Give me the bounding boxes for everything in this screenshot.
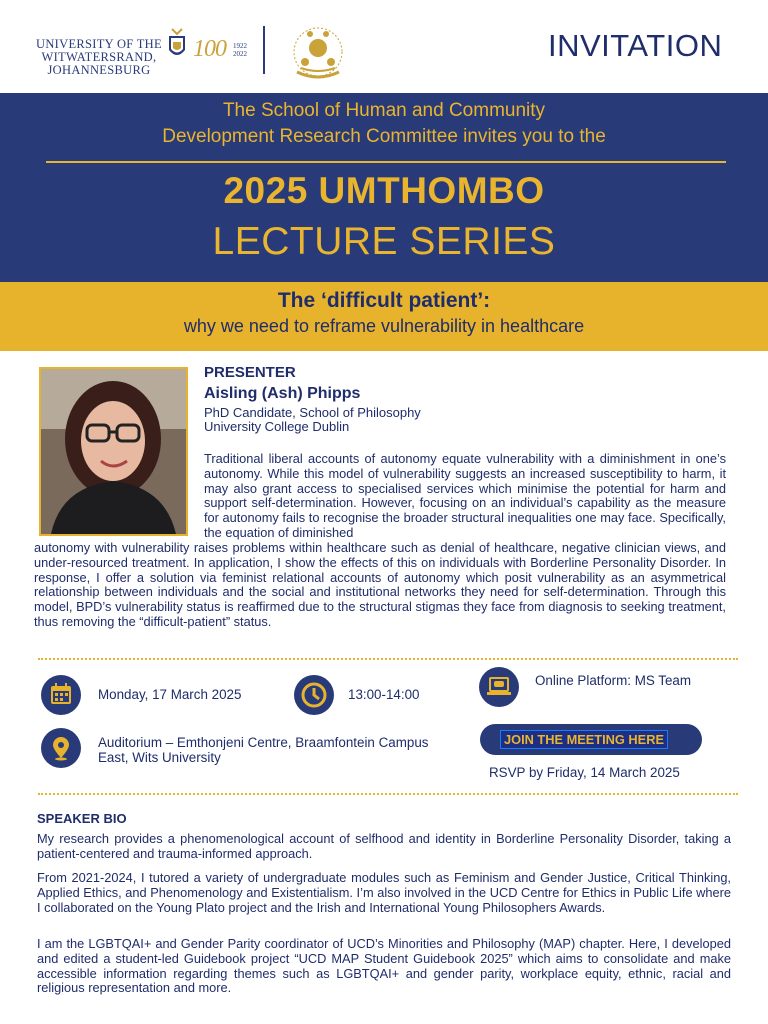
talk-subtitle: why we need to reframe vulnerability in healthcare xyxy=(183,316,585,336)
calendar-icon xyxy=(41,675,81,715)
presenter-portrait-image xyxy=(41,369,186,534)
centenary-mark xyxy=(193,36,247,63)
presenter-photo xyxy=(39,367,188,536)
series-title-line-2: LECTURE SERIES xyxy=(212,220,556,263)
bio-paragraph-1: My research provides a phenomenological account of selfhood and identity in Borderline Personality Disorder, taking a patient-centered and trauma-informed approach. xyxy=(37,831,731,861)
bio-paragraph-3: I am the LGBTQAI+ and Gender Parity coordinator of UCD’s Minorities and Philosophy (MAP) chapter. Here, I developed and edited a student-led Guidebook project “UCD MAP Student Guidebook 2025” which aims to consolidate and make accessible information regarding themes such as LGBTQAI+ and gender parity, workplace equity, ethnic, racial and religious representation and more. xyxy=(37,936,731,996)
presenter-role: PRESENTER xyxy=(204,364,296,381)
invite-line-2: Development Research Committee invites you to the xyxy=(162,126,606,147)
rsvp-deadline: RSVP by Friday, 14 March 2025 xyxy=(489,765,680,780)
centenary-year-start: 1922 xyxy=(233,42,247,51)
university-line-1: UNIVERSITY OF THE xyxy=(36,37,162,51)
dotted-divider xyxy=(38,658,738,660)
umthombo-seal-logo xyxy=(283,22,353,82)
join-meeting-button[interactable] xyxy=(480,724,702,755)
banner-divider xyxy=(46,161,726,163)
event-time: 13:00-14:00 xyxy=(348,687,420,702)
header-divider xyxy=(263,26,265,74)
wits-university-logo xyxy=(36,38,162,77)
centenary-year-end: 2022 xyxy=(233,50,247,59)
talk-title: The ‘difficult patient’: xyxy=(277,289,491,312)
laptop-chat-icon xyxy=(479,667,519,707)
invitation-heading: INVITATION xyxy=(548,28,723,63)
venue-line-1: Auditorium – Emthonjeni Centre, Braamfontein Campus xyxy=(98,735,429,750)
presenter-affiliation xyxy=(204,406,421,434)
venue-line-2: East, Wits University xyxy=(98,750,221,765)
invite-line-1: The School of Human and Community xyxy=(222,100,546,121)
university-line-3: JOHANNESBURG xyxy=(47,63,151,77)
event-venue xyxy=(98,735,428,765)
series-title-line-1: 2025 UMTHOMBO xyxy=(223,170,545,211)
speaker-bio-heading: SPEAKER BIO xyxy=(37,811,127,826)
event-platform: Online Platform: MS Team xyxy=(535,673,692,688)
abstract-part-1: Traditional liberal accounts of autonomy equate vulnerability with a diminishment in one’s autonomy. While this model of vulnerability suggests an increased susceptibility to harm, it may also grant access to specialised services which minimise the potential for harm and support self-determination. However, focusing on an individual’s capability as the measure for autonomy fails to recognise the broader structural inequalities one may face. Specifically, the equation of diminished xyxy=(204,451,726,540)
join-meeting-link[interactable]: JOIN THE MEETING HERE xyxy=(500,730,668,749)
abstract-part-2: autonomy with vulnerability raises problems within healthcare such as denial of healthcare, negative clinician views, and under-resourced treatment. In application, I show the effects of this on individuals with Borderline Personality Disorder. In response, I offer a solution via feminist relational accounts of autonomy which posit vulnerability as an asymmetrical relationship between individuals and the social and institutional networks they need for self-determination. Through this model, BPD’s vulnerability status is reaffirmed due to the structural stigmas they face from diagnosis to seeking treatment, thus removing the “difficult-patient” status. xyxy=(34,540,726,629)
university-line-2: WITWATERSRAND, xyxy=(41,50,157,64)
clock-icon xyxy=(294,675,334,715)
presenter-institution: University College Dublin xyxy=(204,419,350,434)
event-date: Monday, 17 March 2025 xyxy=(98,687,242,702)
presenter-name: Aisling (Ash) Phipps xyxy=(204,385,361,402)
dotted-divider xyxy=(38,793,738,795)
presenter-position: PhD Candidate, School of Philosophy xyxy=(204,405,421,420)
wits-crest-icon xyxy=(166,26,188,64)
centenary-number: 100 xyxy=(193,36,226,62)
location-pin-icon xyxy=(41,728,81,768)
bio-paragraph-2: From 2021-2024, I tutored a variety of undergraduate modules such as Feminism and Gender Justice, Critical Thinking, Applied Ethics, and Phenomenology and Existentialism. I’m also involved in the UCD Centre for Ethics in Public Life where I collaborated on the Young Plato project and the Irish and International Young Philosophers Awards. xyxy=(37,870,731,915)
